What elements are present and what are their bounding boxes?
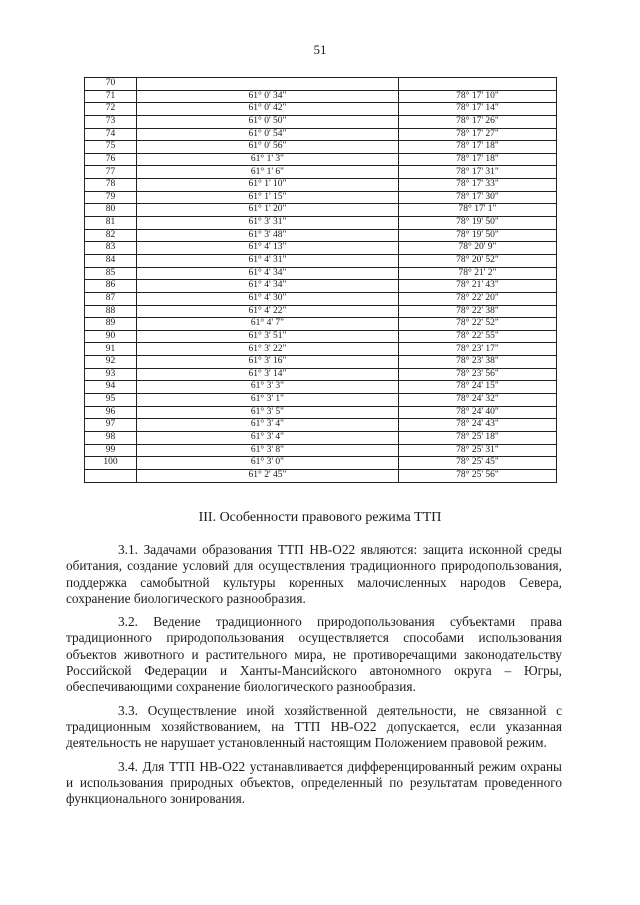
longitude-cell: 78° 22' 38" [399, 305, 557, 318]
longitude-cell: 78° 22' 20" [399, 292, 557, 305]
latitude-cell [137, 78, 399, 91]
table-row [85, 217, 557, 230]
latitude-cell: 61° 4' 30" [137, 292, 399, 305]
table-row [85, 292, 557, 305]
latitude-cell: 61° 0' 50" [137, 115, 399, 128]
latitude-cell: 61° 3' 16" [137, 356, 399, 369]
latitude-cell: 61° 3' 1" [137, 394, 399, 407]
table-row [85, 431, 557, 444]
longitude-cell: 78° 17' 26" [399, 115, 557, 128]
point-number-cell: 76 [85, 153, 137, 166]
point-number-cell: 79 [85, 191, 137, 204]
point-number-cell: 80 [85, 204, 137, 217]
longitude-cell: 78° 24' 15" [399, 381, 557, 394]
longitude-cell: 78° 22' 55" [399, 330, 557, 343]
point-number-cell: 83 [85, 242, 137, 255]
point-number-cell: 87 [85, 292, 137, 305]
point-number-cell: 99 [85, 444, 137, 457]
latitude-cell: 61° 3' 51" [137, 330, 399, 343]
table-row [85, 343, 557, 356]
table-row [85, 330, 557, 343]
longitude-cell: 78° 24' 32" [399, 394, 557, 407]
table-row [85, 103, 557, 116]
latitude-cell: 61° 4' 34" [137, 267, 399, 280]
point-number-cell: 84 [85, 254, 137, 267]
table-row [85, 153, 557, 166]
point-number-cell: 78 [85, 179, 137, 192]
point-number-cell: 73 [85, 115, 137, 128]
latitude-cell: 61° 3' 3" [137, 381, 399, 394]
table-row [85, 356, 557, 369]
table-row [85, 78, 557, 91]
point-number-cell: 81 [85, 217, 137, 230]
point-number-cell: 90 [85, 330, 137, 343]
latitude-cell: 61° 4' 31" [137, 254, 399, 267]
table-row [85, 166, 557, 179]
latitude-cell: 61° 1' 6" [137, 166, 399, 179]
longitude-cell: 78° 25' 18" [399, 431, 557, 444]
table-row [85, 457, 557, 470]
longitude-cell: 78° 25' 31" [399, 444, 557, 457]
table-row [85, 444, 557, 457]
table-row [85, 141, 557, 154]
latitude-cell: 61° 1' 20" [137, 204, 399, 217]
table-row [85, 318, 557, 331]
latitude-cell: 61° 3' 0" [137, 457, 399, 470]
table-row [85, 406, 557, 419]
table-row [85, 128, 557, 141]
longitude-cell: 78° 17' 1" [399, 204, 557, 217]
longitude-cell [399, 78, 557, 91]
paragraph-3-1: 3.1. Задачами образования ТТП НВ-О22 являются: защита исконной среды обитания, создание условий для осуществления традиционного природопользования, поддержка самобытной культуры коренных малочисленных народов Севера, сохранение биологического разнообразия. [66, 542, 562, 606]
point-number-cell: 86 [85, 280, 137, 293]
paragraph-3-2: 3.2. Ведение традиционного природопользования субъектами права традиционного природопользования осуществляется способами использования объектов животного и растительного мира, не противоречащими законодательству Российской Федерации и Ханты-Мансийского автономного округа – Югры, обеспечивающими сохранение биологического разнообразия. [66, 614, 562, 695]
page-number: 51 [313, 42, 327, 57]
latitude-cell: 61° 1' 3" [137, 153, 399, 166]
longitude-cell: 78° 19' 50" [399, 229, 557, 242]
latitude-cell: 61° 3' 4" [137, 431, 399, 444]
point-number-cell: 89 [85, 318, 137, 331]
table-row [85, 394, 557, 407]
table-row [85, 381, 557, 394]
point-number-cell: 93 [85, 368, 137, 381]
longitude-cell: 78° 20' 9" [399, 242, 557, 255]
latitude-cell: 61° 1' 10" [137, 179, 399, 192]
table-row [85, 469, 557, 482]
longitude-cell: 78° 17' 14" [399, 103, 557, 116]
table-row [85, 254, 557, 267]
point-number-cell: 88 [85, 305, 137, 318]
longitude-cell: 78° 23' 56" [399, 368, 557, 381]
point-number-cell: 70 [85, 78, 137, 91]
section-heading: III. Особенности правового режима ТТП [198, 510, 442, 525]
latitude-cell: 61° 0' 54" [137, 128, 399, 141]
point-number-cell: 75 [85, 141, 137, 154]
paragraph-3-3: 3.3. Осуществление иной хозяйственной деятельности, не связанной с традиционным хозяйствованием, на ТТП НВ-О22 допускается, если указанная деятельность не нарушает установленный настоящим Положением правовой режим. [66, 702, 562, 751]
point-number-cell: 97 [85, 419, 137, 432]
point-number-cell: 96 [85, 406, 137, 419]
point-number-cell: 94 [85, 381, 137, 394]
table-row [85, 267, 557, 280]
coordinates-table [84, 77, 557, 483]
longitude-cell: 78° 24' 43" [399, 419, 557, 432]
longitude-cell: 78° 25' 45" [399, 457, 557, 470]
point-number-cell: 85 [85, 267, 137, 280]
point-number-cell: 71 [85, 90, 137, 103]
table-row [85, 419, 557, 432]
longitude-cell: 78° 21' 2" [399, 267, 557, 280]
coordinates-table-body [85, 78, 557, 483]
paragraph-3-4: 3.4. Для ТТП НВ-О22 устанавливается дифференцированный режим охраны и использования природных объектов, определенный по результатам проведенного функционального зонирования. [66, 758, 562, 807]
point-number-cell: 91 [85, 343, 137, 356]
latitude-cell: 61° 3' 8" [137, 444, 399, 457]
longitude-cell: 78° 17' 27" [399, 128, 557, 141]
point-number-cell: 82 [85, 229, 137, 242]
section-body [66, 542, 562, 814]
table-row [85, 229, 557, 242]
longitude-cell: 78° 17' 18" [399, 141, 557, 154]
longitude-cell: 78° 19' 50" [399, 217, 557, 230]
latitude-cell: 61° 2' 45" [137, 469, 399, 482]
longitude-cell: 78° 24' 40" [399, 406, 557, 419]
latitude-cell: 61° 4' 7" [137, 318, 399, 331]
point-number-cell: 77 [85, 166, 137, 179]
longitude-cell: 78° 23' 17" [399, 343, 557, 356]
longitude-cell: 78° 17' 33" [399, 179, 557, 192]
table-row [85, 368, 557, 381]
longitude-cell: 78° 17' 31" [399, 166, 557, 179]
latitude-cell: 61° 3' 4" [137, 419, 399, 432]
latitude-cell: 61° 3' 14" [137, 368, 399, 381]
latitude-cell: 61° 0' 56" [137, 141, 399, 154]
point-number-cell: 72 [85, 103, 137, 116]
point-number-cell [85, 469, 137, 482]
latitude-cell: 61° 3' 5" [137, 406, 399, 419]
longitude-cell: 78° 17' 30" [399, 191, 557, 204]
table-row [85, 204, 557, 217]
longitude-cell: 78° 20' 52" [399, 254, 557, 267]
point-number-cell: 100 [85, 457, 137, 470]
latitude-cell: 61° 3' 48" [137, 229, 399, 242]
table-row [85, 280, 557, 293]
longitude-cell: 78° 17' 10" [399, 90, 557, 103]
latitude-cell: 61° 4' 22" [137, 305, 399, 318]
point-number-cell: 98 [85, 431, 137, 444]
latitude-cell: 61° 3' 31" [137, 217, 399, 230]
point-number-cell: 74 [85, 128, 137, 141]
latitude-cell: 61° 4' 34" [137, 280, 399, 293]
table-row [85, 305, 557, 318]
table-row [85, 115, 557, 128]
table-row [85, 242, 557, 255]
latitude-cell: 61° 0' 42" [137, 103, 399, 116]
latitude-cell: 61° 4' 13" [137, 242, 399, 255]
table-row [85, 191, 557, 204]
point-number-cell: 95 [85, 394, 137, 407]
longitude-cell: 78° 21' 43" [399, 280, 557, 293]
latitude-cell: 61° 0' 34" [137, 90, 399, 103]
longitude-cell: 78° 25' 56" [399, 469, 557, 482]
longitude-cell: 78° 17' 18" [399, 153, 557, 166]
latitude-cell: 61° 3' 22" [137, 343, 399, 356]
point-number-cell: 92 [85, 356, 137, 369]
latitude-cell: 61° 1' 15" [137, 191, 399, 204]
table-row [85, 179, 557, 192]
longitude-cell: 78° 23' 38" [399, 356, 557, 369]
table-row [85, 90, 557, 103]
longitude-cell: 78° 22' 52" [399, 318, 557, 331]
